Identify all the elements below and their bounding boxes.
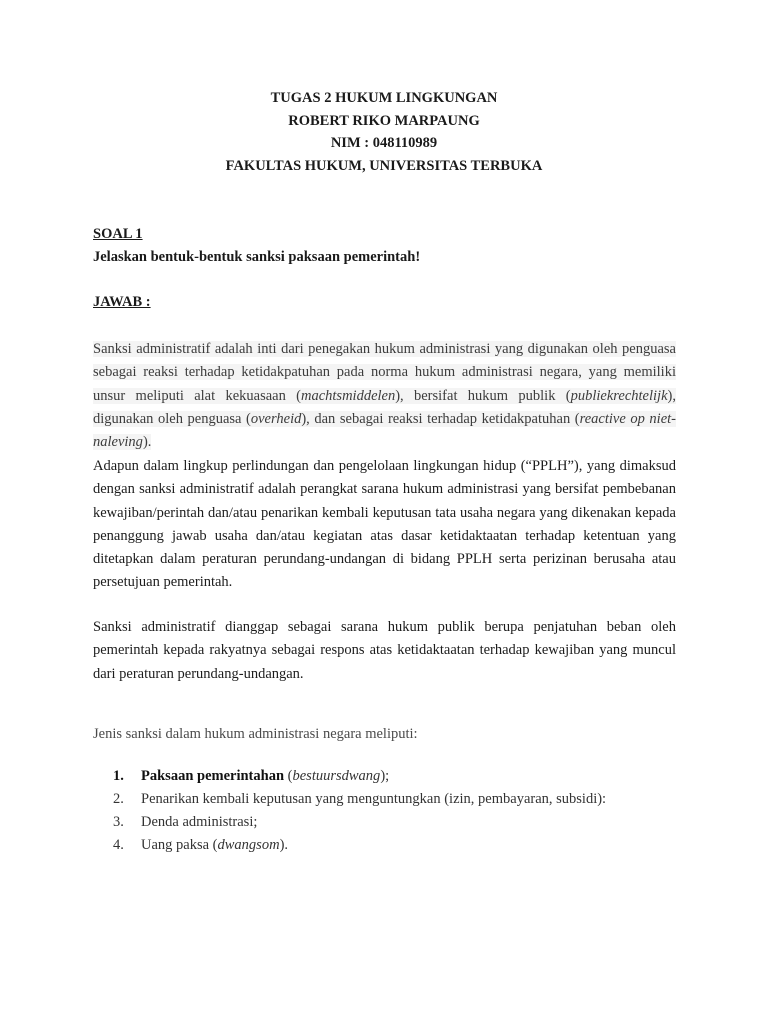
term-publiekrechtelijk: publiekrechtelijk	[570, 387, 668, 404]
term-reactive-op-niet-naleving: reactive op niet-naleving	[93, 410, 676, 451]
sanction-types-list	[113, 765, 673, 857]
student-nim: NIM : 048110989	[330, 135, 438, 151]
document-header	[0, 87, 768, 177]
paragraph-pplh: Adapun dalam lingkup perlindungan dan pengelolaan lingkungan hidup (“PPLH”), yang dimaksud dengan sanksi administratif adalah perangkat sarana hukum administrasi yang bersifat pembebanan kewajiban/perintah dan/atau penarikan kembali keputusan tata usaha negara yang dikenakan kepada penanggung jawab usaha dan/atau kegiatan atas dasar ketidaktaatan terhadap ketentuan yang ditetapkan dalam peraturan perundang-undangan di bidang PPLH serta perizinan berusaha atau persetujuan pemerintah.	[93, 458, 676, 591]
answer-heading: JAWAB :	[93, 294, 151, 310]
student-name: ROBERT RIKO MARPAUNG	[288, 112, 480, 129]
paragraph-public-law: Sanksi administratif dianggap sebagai sarana hukum publik berupa penjatuhan beban oleh pemerintah kepada rakyatnya sebagai respons atas ketidaktaatan terhadap kewajiban yang muncul dari peraturan perundang-undangan.	[93, 619, 676, 682]
paragraph-definition: Sanksi administratif adalah inti dari penegakan hukum administrasi yang digunakan oleh penguasa sebagai reaksi terhadap ketidakpatuhan pada norma hukum administrasi negara, yang memiliki unsur meliputi alat kekuasaan (machtsmiddelen), bersifat hukum publik (publiekrechtelijk), digunakan oleh penguasa (overheid), dan sebagai reaksi terhadap ketidakpatuhan (reactive op niet-naleving).	[93, 338, 676, 454]
list-item: 4. Uang paksa (dwangsom).	[113, 837, 289, 853]
faculty-university: FAKULTAS HUKUM, UNIVERSITAS TERBUKA	[225, 157, 543, 174]
list-item: 3. Denda administrasi;	[113, 814, 258, 830]
question-heading: SOAL 1	[93, 226, 143, 242]
term-overheid: overheid	[250, 410, 302, 427]
assignment-title: TUGAS 2 HUKUM LINGKUNGAN	[270, 90, 498, 106]
sanction-types-intro: Jenis sanksi dalam hukum administrasi negara meliputi:	[93, 726, 418, 742]
list-item: 1. Paksaan pemerintahan (bestuursdwang);	[113, 768, 390, 784]
list-item: 2. Penarikan kembali keputusan yang menguntungkan (izin, pembayaran, subsidi):	[113, 791, 607, 807]
question-text: Jelaskan bentuk-bentuk sanksi paksaan pemerintah!	[93, 249, 421, 265]
term-machtsmiddelen: machtsmiddelen	[300, 387, 396, 404]
